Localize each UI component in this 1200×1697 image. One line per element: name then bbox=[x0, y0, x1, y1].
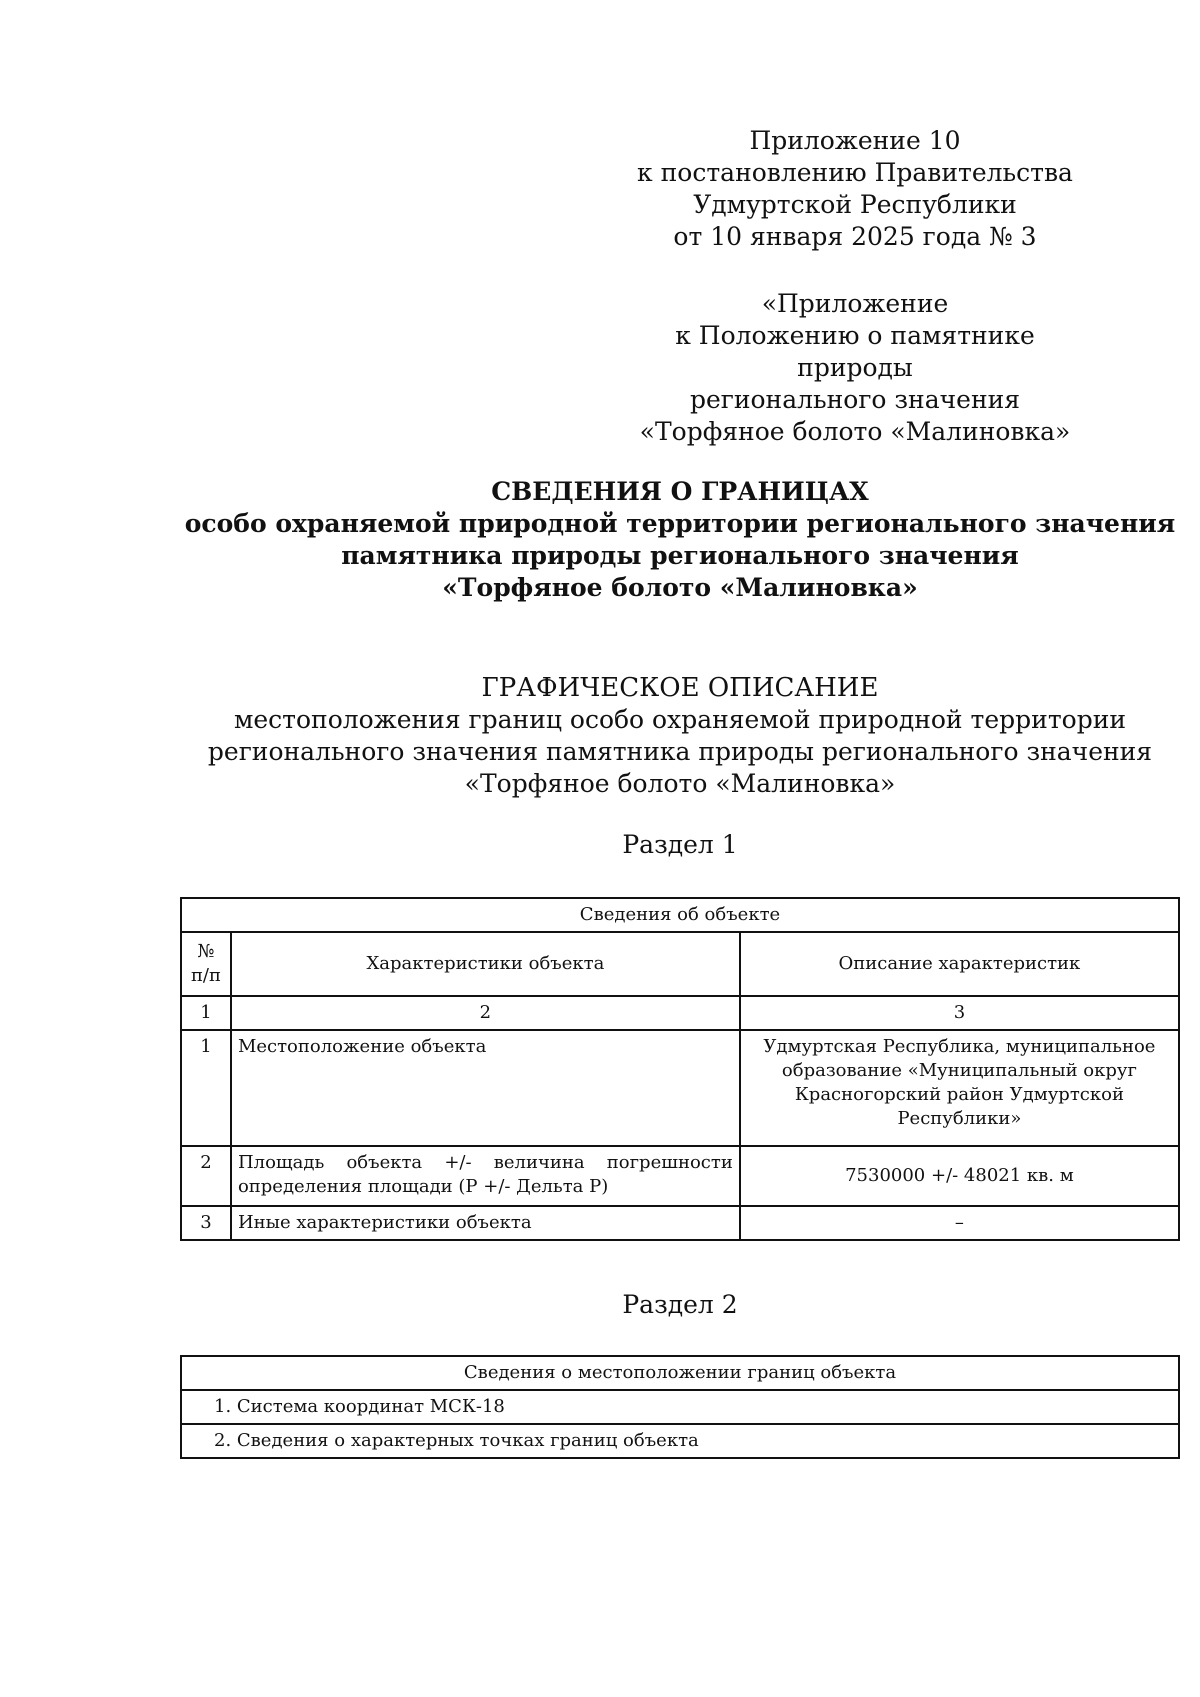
table-row bbox=[181, 1146, 1179, 1206]
appendix-ref-line: «Торфяное болото «Малиновка» bbox=[639, 417, 1071, 446]
appendix-line: Удмуртской Республики bbox=[693, 190, 1017, 219]
appendix-line: Приложение 10 bbox=[749, 126, 961, 155]
appendix-line: к постановлению Правительства bbox=[637, 158, 1073, 187]
graphic-heading: ГРАФИЧЕСКОЕ ОПИСАНИЕ bbox=[481, 673, 879, 703]
appendix-reference bbox=[620, 288, 1090, 448]
header-num: № п/п bbox=[181, 932, 231, 996]
header-characteristics: Характеристики объекта bbox=[231, 932, 740, 996]
row-num: 1 bbox=[181, 1030, 231, 1146]
appendix-ref-line: к Положению о памятнике природы bbox=[675, 321, 1035, 382]
object-info-table bbox=[180, 897, 1180, 1241]
col-number: 1 bbox=[181, 996, 231, 1030]
graphic-line: «Торфяное болото «Малиновка» bbox=[464, 769, 896, 798]
header-description: Описание характеристик bbox=[740, 932, 1179, 996]
list-item bbox=[181, 1390, 1179, 1424]
appendix-ref-line: «Приложение bbox=[761, 289, 949, 318]
title-line: особо охраняемой природной территории регионального значения bbox=[184, 509, 1176, 538]
row-name: Местоположение объекта bbox=[231, 1030, 740, 1146]
boundary-info-table bbox=[180, 1355, 1180, 1459]
col-number: 2 bbox=[231, 996, 740, 1030]
row-value: 7530000 +/- 48021 кв. м bbox=[740, 1146, 1179, 1206]
appendix-ref-line: регионального значения bbox=[689, 385, 1021, 414]
row-value: Удмуртская Республика, муниципальное образование «Муниципальный округ Красногорский район Удмуртской Республики» bbox=[740, 1030, 1179, 1146]
title-line: памятника природы регионального значения bbox=[341, 541, 1019, 570]
graphic-line: местоположения границ особо охраняемой природной территории bbox=[233, 705, 1127, 734]
title-line: «Торфяное болото «Малиновка» bbox=[442, 573, 918, 602]
table-row bbox=[181, 1206, 1179, 1240]
row-value: – bbox=[740, 1206, 1179, 1240]
table1-caption: Сведения об объекте bbox=[181, 898, 1179, 932]
section2-label: Раздел 2 bbox=[622, 1290, 738, 1319]
col-number: 3 bbox=[740, 996, 1179, 1030]
row-num: 3 bbox=[181, 1206, 231, 1240]
appendix-line: от 10 января 2025 года № 3 bbox=[673, 222, 1037, 251]
section1-label: Раздел 1 bbox=[622, 830, 738, 859]
document-title bbox=[180, 476, 1180, 604]
row-name: Иные характеристики объекта bbox=[231, 1206, 740, 1240]
appendix-header bbox=[620, 125, 1090, 253]
list-item bbox=[181, 1424, 1179, 1458]
table-row bbox=[181, 1030, 1179, 1146]
title-line: СВЕДЕНИЯ О ГРАНИЦАХ bbox=[491, 477, 869, 506]
row-num: 2 bbox=[181, 1146, 231, 1206]
list-item-text: 1. Система координат МСК-18 bbox=[181, 1390, 1179, 1424]
graphic-line: регионального значения памятника природы регионального значения bbox=[207, 737, 1153, 766]
list-item-text: 2. Сведения о характерных точках границ объекта bbox=[181, 1424, 1179, 1458]
table2-caption: Сведения о местоположении границ объекта bbox=[181, 1356, 1179, 1390]
row-name: Площадь объекта +/- величина погрешности определения площади (P +/- Дельта P) bbox=[231, 1146, 740, 1206]
graphic-description bbox=[180, 672, 1180, 800]
